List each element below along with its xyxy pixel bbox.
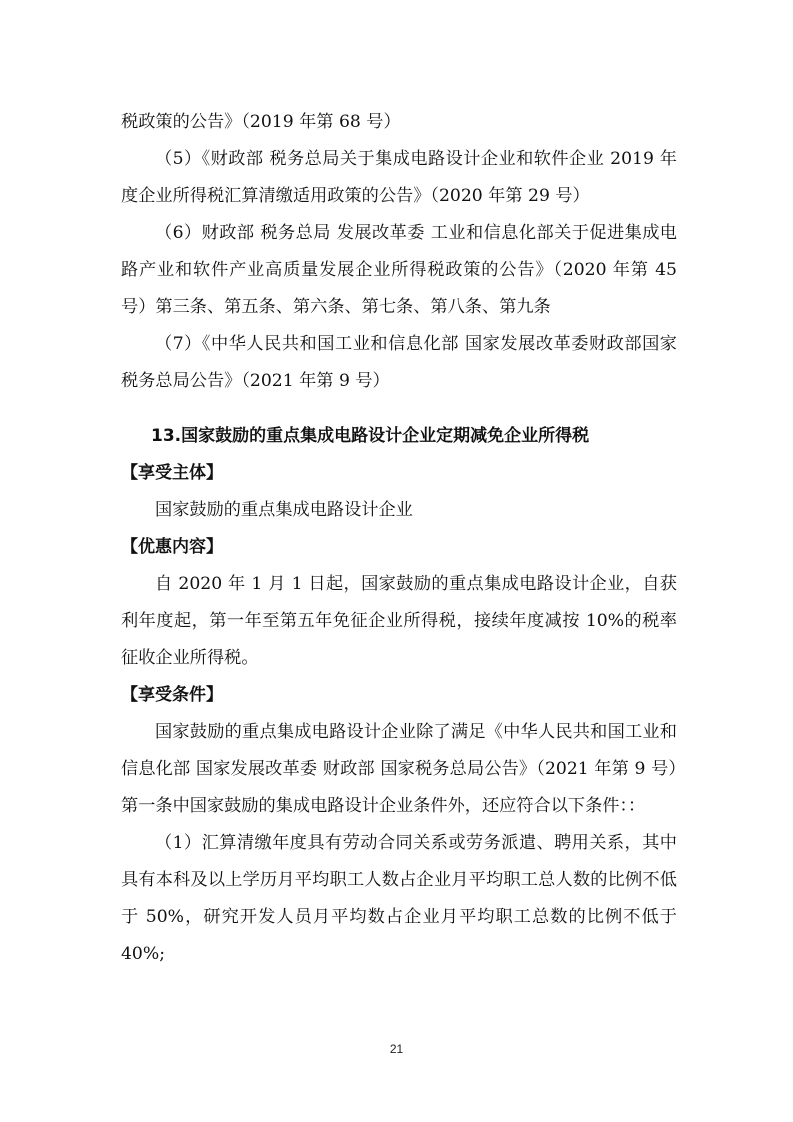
conditions-heading: 【享受条件】 (121, 685, 223, 705)
page-content (121, 104, 677, 973)
section-title: 13.国家鼓励的重点集成电路设计企业定期减免企业所得税 (151, 426, 590, 446)
subject-heading: 【享受主体】 (121, 463, 223, 483)
paragraph-policy-5: （5）《财政部 税务总局关于集成电路设计企业和软件企业 2019 年度企业所得税汇算清缴适用政策的公告》（2020 年第 29 号） (121, 149, 677, 206)
paragraph-policy-68-tail: 税政策的公告》（2019 年第 68 号） (121, 112, 401, 132)
conditions-intro: 国家鼓励的重点集成电路设计企业除了满足《中华人民共和国工业和信息化部 国家发展改革委 财政部 国家税务总局公告》（2021 年第 9 号）第一条中国家鼓励的集成电路设计企业条件外，还应符合以下条件：： (121, 722, 677, 816)
paragraph-policy-6: （6）财政部 税务总局 发展改革委 工业和信息化部关于促进集成电路产业和软件产业高质量发展企业所得税政策的公告》（2020 年第 45 号）第三条、第五条、第六条、第七条、第八条、第九条 (121, 223, 677, 317)
benefit-heading: 【优惠内容】 (121, 537, 223, 557)
page-number: 21 (389, 1042, 404, 1056)
paragraph-policy-7: （7）《中华人民共和国工业和信息化部 国家发展改革委财政部国家税务总局公告》（2021 年第 9 号） (121, 334, 677, 391)
benefit-text: 自 2020 年 1 月 1 日起，国家鼓励的重点集成电路设计企业，自获利年度起，第一年至第五年免征企业所得税，接续年度减按 10%的税率征收企业所得税。 (121, 574, 677, 668)
subject-text: 国家鼓励的重点集成电路设计企业 (155, 500, 413, 520)
condition-item-1: （1）汇算清缴年度具有劳动合同关系或劳务派遣、聘用关系，其中具有本科及以上学历月平均职工人数占企业月平均职工总人数的比例不低于 50%，研究开发人员月平均数占企业月平均职工总数的比例不低于 40%; (121, 833, 677, 964)
